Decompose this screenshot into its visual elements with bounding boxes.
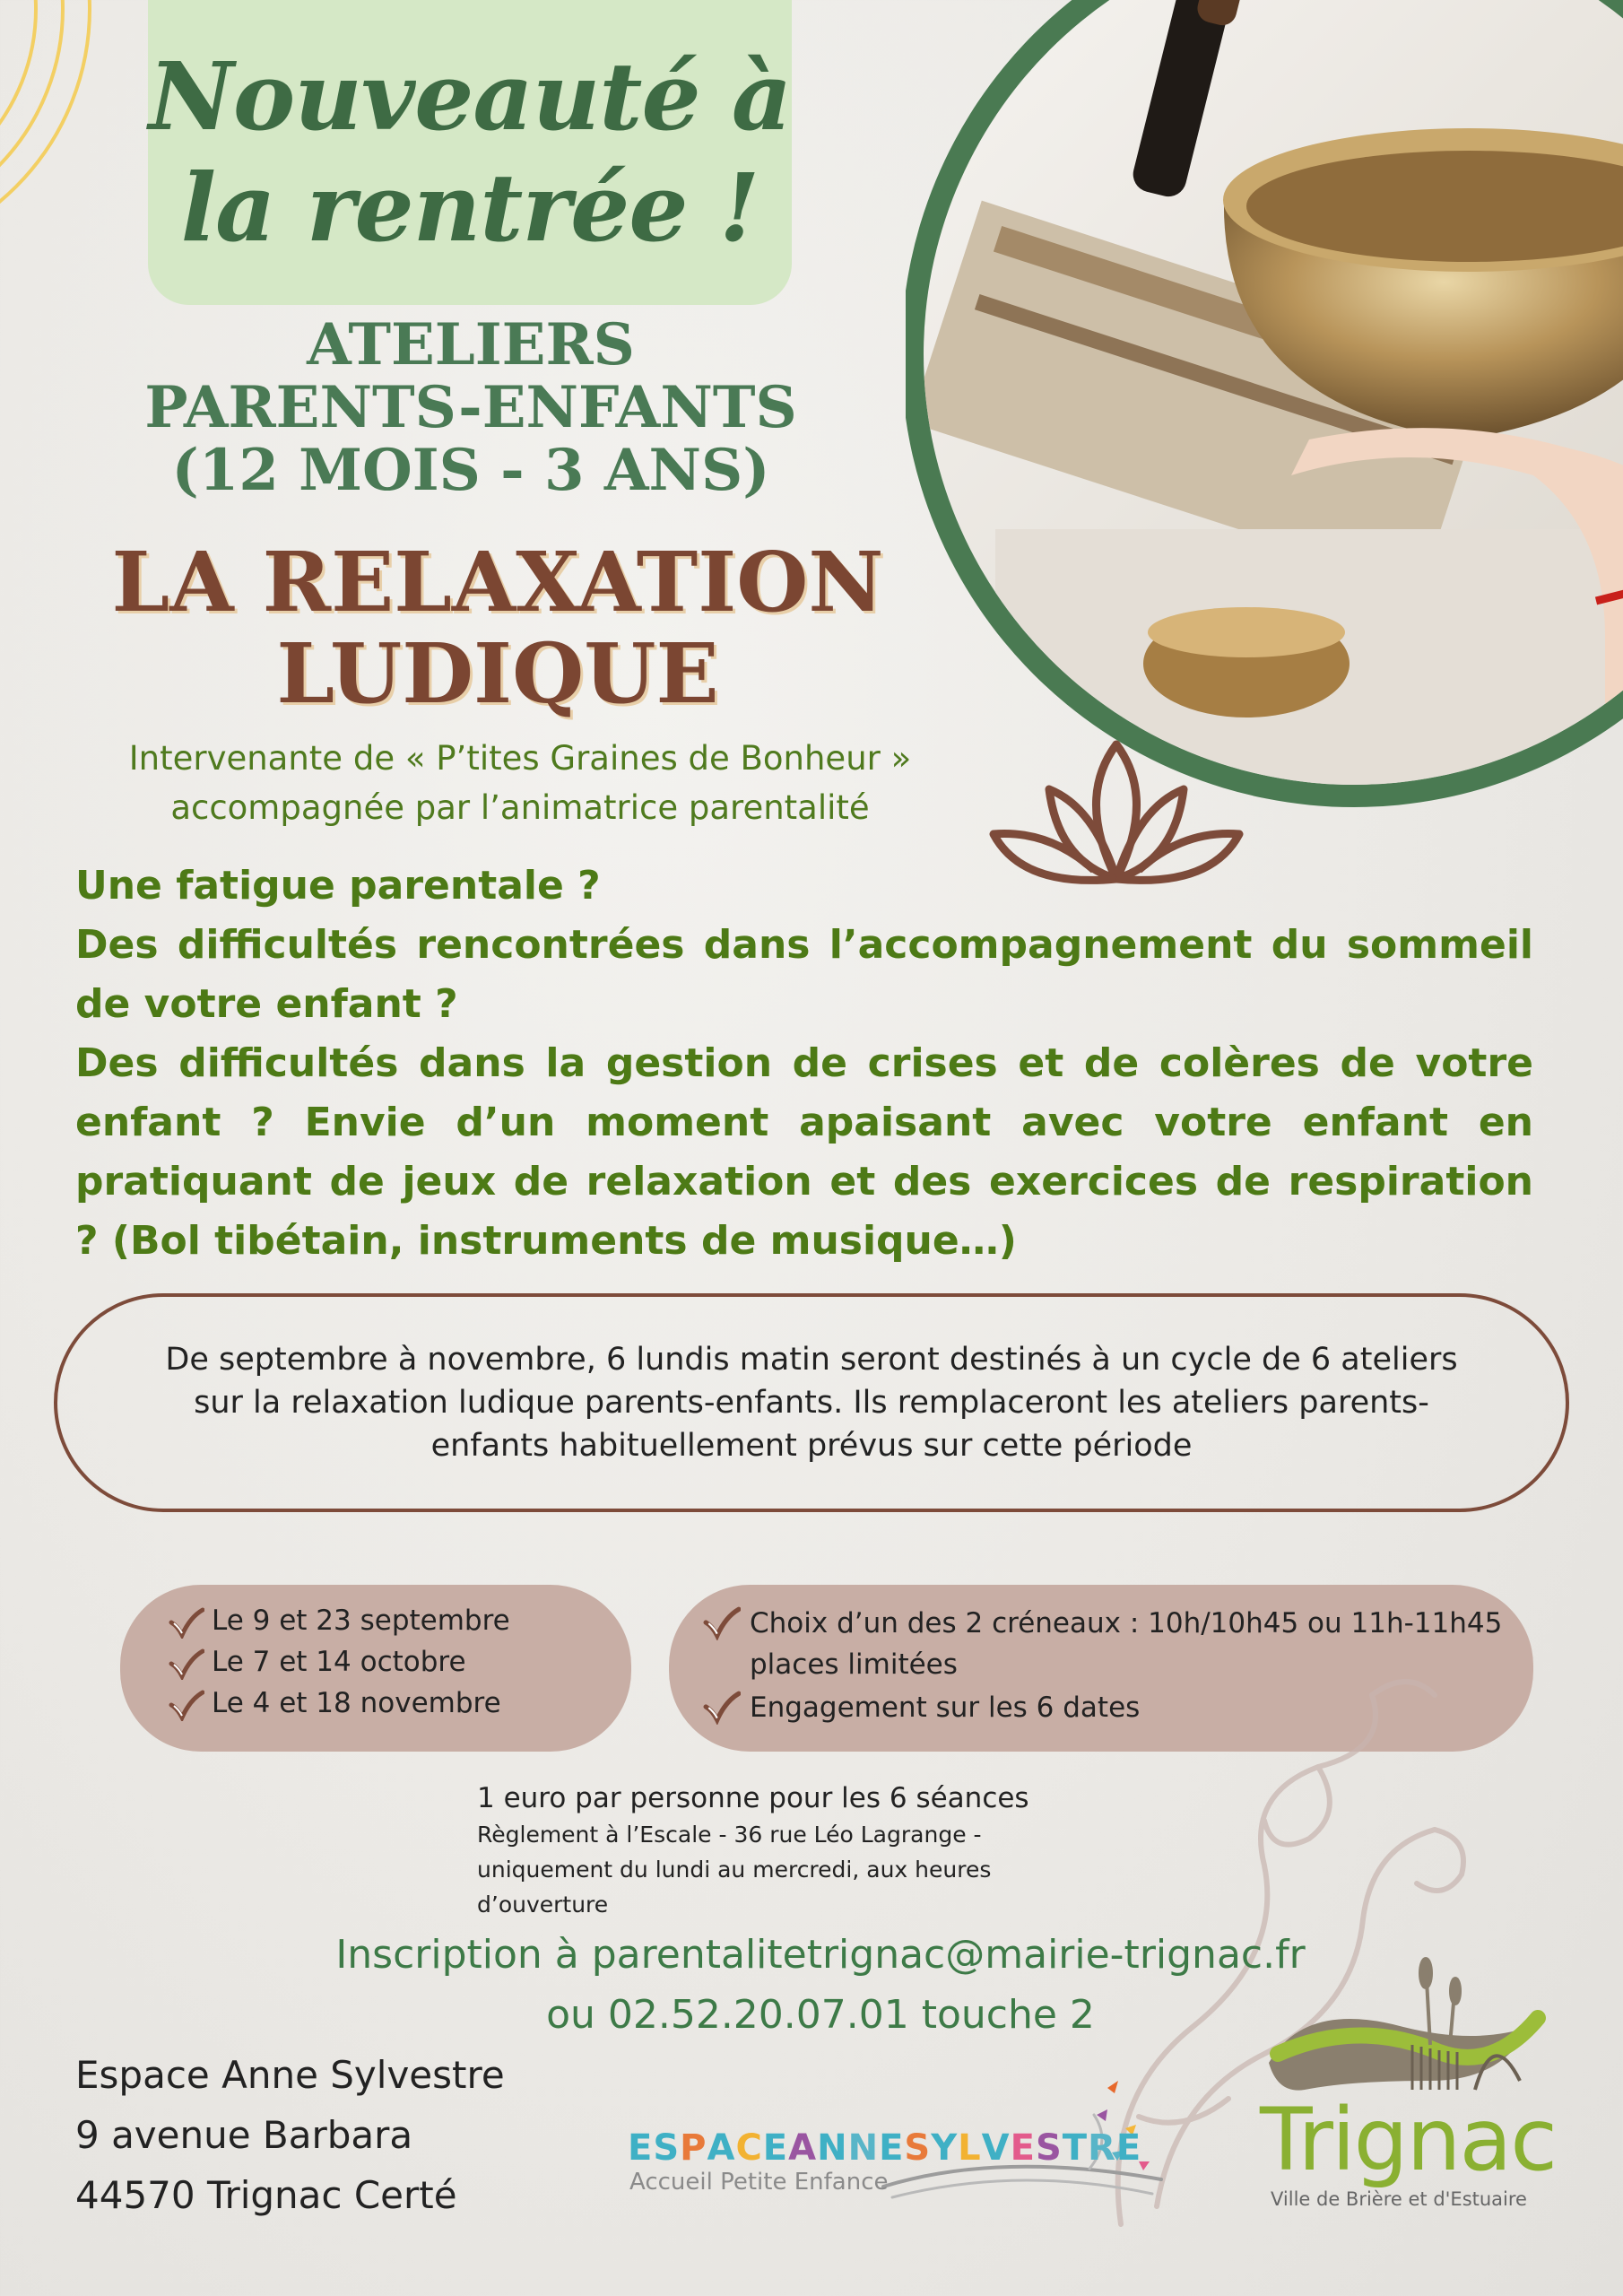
price-main: 1 euro par personne pour les 6 séances	[477, 1782, 1029, 1814]
intervenante-line-1: Intervenante de « P’tites Graines de Bonheur »	[128, 739, 912, 778]
question-3: Des difficultés dans la gestion de crises et de colères de votre enfant ? Envie d’un moment apaisant avec votre enfant en pratiquant de jeux de relaxation et des exercices de respiration ? (Bol tibétain, instruments de musique…)	[75, 1040, 1533, 1264]
subtitle-line-1: ATELIERS	[307, 311, 635, 378]
checkmark-icon	[169, 1689, 204, 1721]
questions-block	[75, 857, 1533, 1271]
singing-bowl-photo	[906, 0, 1623, 807]
headline	[149, 41, 791, 264]
address-line-2: 9 avenue Barbara	[75, 2113, 413, 2157]
headline-line-2: la rentrée !	[180, 152, 759, 263]
question-1: Une fatigue parentale ?	[75, 863, 601, 909]
info-text: De septembre à novembre, 6 lundis matin seront destinés à un cycle de 6 ateliers sur la relaxation ludique parents-enfants. Ils remplaceront les ateliers parents-enfants habituellement prévus sur cette période	[165, 1342, 1458, 1464]
title-line-1: LA RELAXATION	[111, 534, 884, 631]
date-item	[169, 1687, 631, 1728]
checkmark-icon	[169, 1648, 204, 1680]
inscription-email[interactable]: Inscription à parentalitetrignac@mairie-trignac.fr	[335, 1932, 1306, 1978]
subtitle-line-2: PARENTS-ENFANTS	[144, 374, 797, 441]
dates-pill	[120, 1585, 631, 1752]
date-label: Le 7 et 14 octobre	[212, 1646, 466, 1678]
date-label: Le 9 et 23 septembre	[212, 1605, 510, 1637]
intervenante-line-2: accompagnée par l’animatrice parentalité	[170, 788, 870, 827]
headline-badge	[148, 0, 792, 305]
date-label: Le 4 et 18 novembre	[212, 1687, 501, 1719]
trignac-logo-name: Trignac	[1260, 2090, 1557, 2190]
date-item	[169, 1646, 631, 1687]
espace-logo-name: ESPACEANNESYLVESTRE	[628, 2127, 1142, 2169]
headline-line-1: Nouveauté à	[148, 41, 792, 152]
address-block	[75, 2045, 703, 2225]
espace-logo-subtitle: Accueil Petite Enfance	[629, 2169, 889, 2196]
price-detail: Règlement à l’Escale - 36 rue Léo Lagrange - uniquement du lundi au mercredi, aux heures d’ouverture	[477, 1822, 992, 1918]
date-item	[169, 1605, 631, 1646]
main-title	[36, 534, 959, 722]
question-2: Des difficultés rencontrées dans l’accompagnement du sommeil de votre enfant ?	[75, 922, 1533, 1027]
address-line-1: Espace Anne Sylvestre	[75, 2053, 505, 2097]
intervenante-text	[72, 734, 968, 832]
title-line-2: LUDIQUE	[276, 625, 719, 722]
slot-choice-label: Choix d’un des 2 créneaux : 10h/10h45 ou 11h-11h45 places limitées	[750, 1607, 1503, 1681]
info-box	[54, 1293, 1569, 1512]
price-block	[477, 1779, 1123, 1922]
address-line-3: 44570 Trignac Certé	[75, 2173, 457, 2217]
workshop-subtitle	[54, 311, 888, 504]
subtitle-line-3: (12 MOIS - 3 ANS)	[171, 437, 770, 504]
slot-commitment-label: Engagement sur les 6 dates	[750, 1692, 1141, 1724]
trignac-logo-subtitle: Ville de Brière et d'Estuaire	[1271, 2188, 1527, 2210]
checkmark-icon	[703, 1689, 741, 1725]
checkmark-icon	[703, 1605, 741, 1640]
checkmark-icon	[169, 1606, 204, 1639]
inscription-phone[interactable]: ou 02.52.20.07.01 touche 2	[546, 1992, 1095, 2038]
